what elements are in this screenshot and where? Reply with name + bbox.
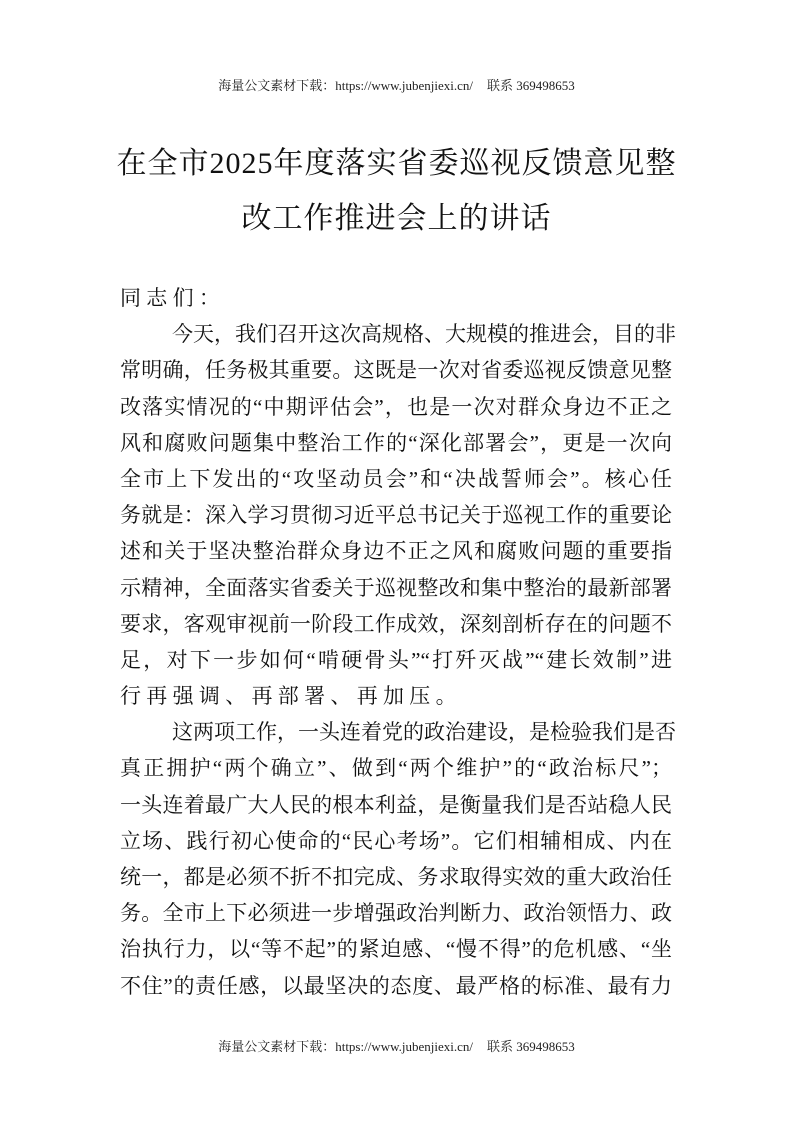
salutation: 同志们： bbox=[120, 286, 226, 310]
paragraph-line: 行再强调、再部署、再加压。 bbox=[120, 684, 462, 709]
paragraph-line: 立场、践行初心使命的“民心考场”。它们相辅相成、内在 bbox=[120, 828, 672, 853]
paragraph-line: 常明确，任务极其重要。这既是一次对省委巡视反馈意见整 bbox=[120, 358, 672, 383]
paragraph-line: 这两项工作，一头连着党的政治建设，是检验我们是否 bbox=[172, 720, 676, 745]
paragraph-line: 不住”的责任感，以最坚决的态度、最严格的标准、最有力 bbox=[120, 973, 672, 998]
document-title-line-2: 改工作推进会上的讲话 bbox=[241, 202, 552, 235]
header-contact: 联系 369498653 bbox=[487, 78, 575, 93]
paragraph-line: 治执行力，以“等不起”的紧迫感、“慢不得”的危机感、“坐 bbox=[120, 937, 672, 962]
page-footer bbox=[0, 1036, 793, 1055]
paragraph-line: 全市上下发出的“攻坚动员会”和“决战誓师会”。核心任 bbox=[120, 466, 672, 491]
footer-download-text: 海量公文素材下载：https://www.jubenjiexi.cn/ bbox=[218, 1039, 474, 1054]
header-download-text: 海量公文素材下载：https://www.jubenjiexi.cn/ bbox=[218, 78, 474, 93]
footer-contact: 联系 369498653 bbox=[487, 1039, 575, 1054]
paragraph-line: 风和腐败问题集中整治工作的“深化部署会”，更是一次向 bbox=[120, 430, 672, 455]
paragraph-line: 改落实情况的“中期评估会”，也是一次对群众身边不正之 bbox=[120, 394, 672, 419]
document-body bbox=[120, 280, 676, 1004]
paragraph-line: 务。全市上下必须进一步增强政治判断力、政治领悟力、政 bbox=[120, 901, 672, 926]
document-title-line-1: 在全市2025年度落实省委巡视反馈意见整 bbox=[116, 147, 677, 180]
paragraph-line: 务就是：深入学习贯彻习近平总书记关于巡视工作的重要论 bbox=[120, 503, 672, 528]
paragraph-line: 示精神，全面落实省委关于巡视整改和集中整治的最新部署 bbox=[120, 575, 672, 600]
paragraph-line: 真正拥护“两个确立”、做到“两个维护”的“政治标尺”； bbox=[120, 756, 672, 781]
paragraph-line: 今天，我们召开这次高规格、大规模的推进会，目的非 bbox=[172, 322, 676, 347]
paragraph bbox=[120, 316, 676, 714]
paragraph bbox=[120, 714, 676, 1004]
paragraph-line: 述和关于坚决整治群众身边不正之风和腐败问题的重要指 bbox=[120, 539, 672, 564]
paragraph-line: 一头连着最广大人民的根本利益，是衡量我们是否站稳人民 bbox=[120, 792, 672, 817]
page-header bbox=[0, 75, 793, 94]
paragraph-line: 统一，都是必须不折不扣完成、务求取得实效的重大政治任 bbox=[120, 865, 672, 889]
paragraph-line: 足，对下一步如何“啃硬骨头”“打歼灭战”“建长效制”进 bbox=[120, 647, 672, 672]
paragraph-line: 要求，客观审视前一阶段工作成效，深刻剖析存在的问题不 bbox=[120, 611, 672, 636]
paragraphs bbox=[120, 316, 676, 1004]
